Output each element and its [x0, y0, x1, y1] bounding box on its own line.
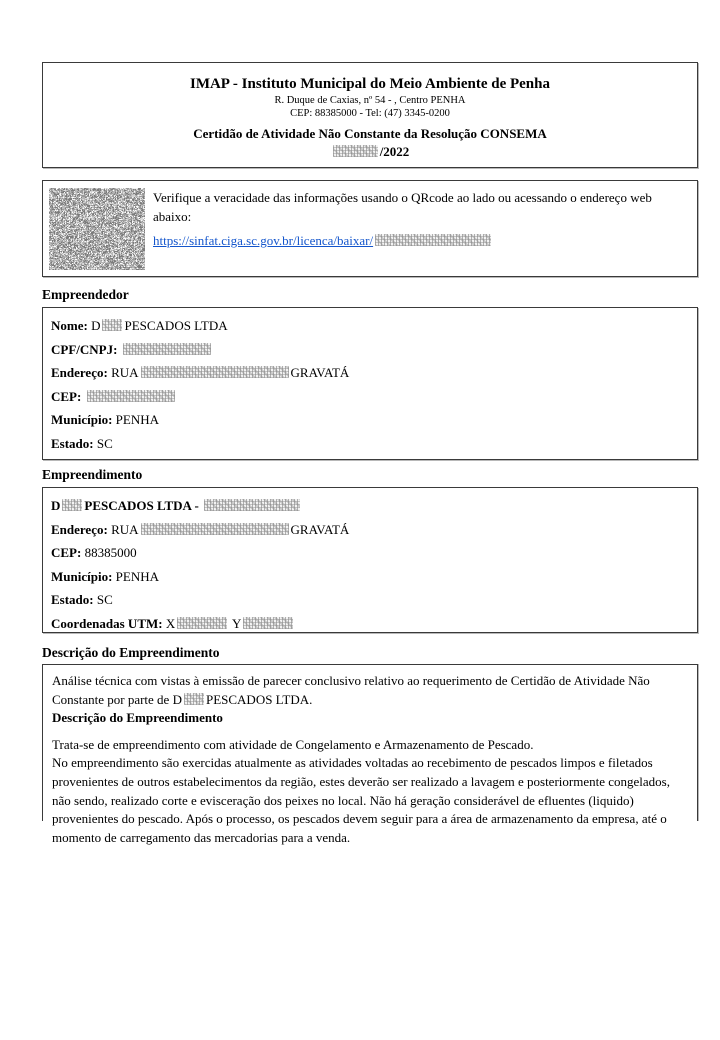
field-label: CPF/CNPJ: [51, 341, 118, 357]
redacted-text [102, 319, 122, 331]
redacted-text [184, 693, 204, 705]
description-paragraph-2 [52, 736, 688, 848]
field-value: 88385000 [84, 545, 137, 560]
redacted-text [375, 234, 491, 246]
field-municipio [51, 565, 689, 589]
field-label: Município: [51, 412, 113, 427]
section-heading-empreendedor: Empreendedor [42, 287, 129, 302]
enterprise-title [51, 494, 689, 518]
field-value: X [165, 615, 176, 631]
field-value: PENHA [115, 568, 159, 584]
field-value: SC [96, 592, 113, 607]
field-label: Coordenadas UTM: [51, 615, 163, 631]
field-value: PENHA [115, 412, 159, 427]
field-estado [51, 588, 689, 612]
redacted-text [123, 343, 211, 355]
field-cep [51, 541, 689, 565]
document-header-box [42, 62, 698, 168]
field-value: SC [96, 435, 113, 451]
redacted-text [333, 145, 378, 157]
section-heading-empreendimento: Empreendimento [42, 467, 143, 482]
org-address: R. Duque de Caxias, nº 54 - , Centro PENHA [274, 95, 466, 106]
description-subheading: Descrição do Empreendimento [52, 710, 223, 726]
field-value: PESCADOS LTDA [124, 318, 228, 333]
redacted-text [204, 499, 300, 511]
description-paragraph-1: Análise técnica com vistas à emissão de parecer conclusivo relativo ao requerimento de Certidão de Atividade Não Constante por parte de D PESCADOS LTDA. [52, 673, 650, 707]
redacted-text [87, 390, 175, 402]
org-title: IMAP - Instituto Municipal do Meio Ambiente de Penha [189, 76, 550, 92]
redacted-text [141, 366, 289, 378]
certificate-title: Certidão de Atividade Não Constante da Resolução CONSEMA [193, 126, 547, 141]
field-endereco [51, 518, 689, 542]
description-line: Trata-se de empreendimento com atividade de Congelamento e Armazenamento de Pescado. [52, 736, 534, 752]
description-text: No empreendimento são exercidas atualmente as atividades voltadas ao recebimento de pescados limpos e filetados provenientes de outros estabelecimentos da região, estes deverão ser realizado a lavagem e posteriormente congelados, não sendo, realizado corte e evisceração dos peixes no local. Não há geração considerável de efluentes (liquido) provenientes do pescado. Após o processo, os pescados devem seguir para a área de armazenamento da empresa, até o momento de carregamento das mercadorias para a venda. [52, 755, 670, 845]
field-value: GRAVATÁ [290, 521, 350, 537]
redacted-text [177, 617, 227, 629]
field-label: CEP: [51, 545, 82, 560]
field-coordenadas-utm [51, 612, 689, 636]
qr-code-image [49, 188, 145, 270]
certificate-number: /2022 [43, 143, 697, 161]
field-value: RUA [111, 521, 139, 537]
verification-link[interactable]: https://sinfat.ciga.sc.gov.br/licenca/baixar/ [153, 233, 374, 248]
field-municipio [51, 408, 689, 432]
field-nome [51, 314, 689, 338]
field-value: GRAVATÁ [290, 365, 350, 380]
redacted-text [243, 617, 293, 629]
descricao-box [42, 664, 698, 845]
field-value: Y [232, 615, 242, 631]
qr-verification-box [42, 180, 698, 277]
field-label: Estado: [51, 435, 94, 451]
field-value: RUA [111, 365, 139, 380]
field-value: D [91, 318, 101, 333]
empreendimento-box [42, 487, 698, 633]
field-label: Endereço: [51, 365, 108, 380]
field-label: CEP: [51, 388, 82, 404]
field-label: Endereço: [51, 521, 108, 537]
field-label: Nome: [51, 318, 88, 333]
org-cep-tel: CEP: 88385000 - Tel: (47) 3345-0200 [290, 108, 450, 119]
field-label: Estado: [51, 592, 94, 607]
qr-instruction: Verifique a veracidade das informações usando o QRcode ao lado ou acessando o endereço web abaixo: [153, 190, 652, 224]
redacted-text [62, 499, 82, 511]
field-value: PESCADOS LTDA - [84, 498, 203, 513]
field-value: D [51, 498, 61, 513]
field-cep [51, 385, 689, 409]
redacted-text [141, 523, 289, 535]
field-estado [51, 432, 689, 456]
field-endereco [51, 361, 689, 385]
qr-link-line [153, 233, 687, 249]
empreendedor-box [42, 307, 698, 460]
field-label: Município: [51, 568, 113, 584]
section-heading-descricao: Descrição do Empreendimento [42, 645, 220, 660]
field-cpf-cnpj [51, 338, 689, 362]
